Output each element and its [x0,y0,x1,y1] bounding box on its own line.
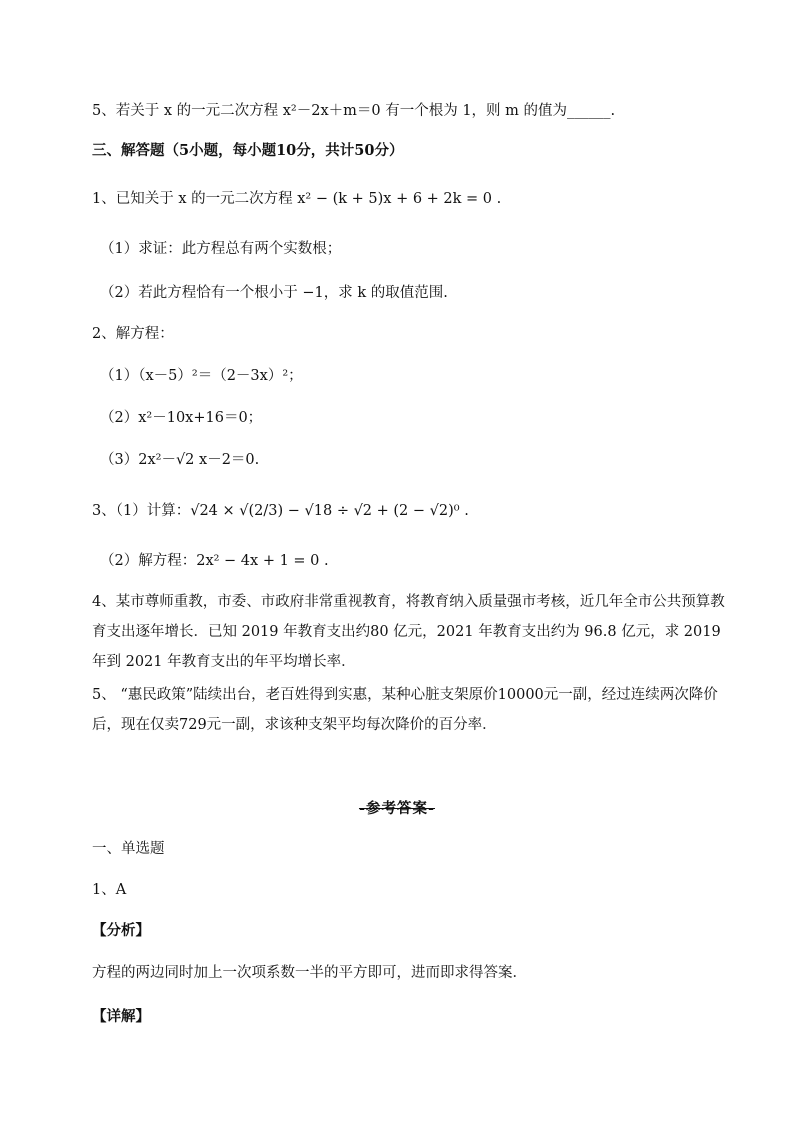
problem-1-stem: 1、已知关于 x 的一元二次方程 x² − (k + 5)x + 6 + 2k = 0 . [92,191,502,207]
answers-section-1-title: 一、单选题 [92,841,165,857]
problem-2-part-3: （3）2x²－√2 x－2＝0. [100,452,260,468]
analysis-text: 方程的两边同时加上一次项系数一半的平方即可，进而即求得答案． [92,965,527,981]
analysis-label: 【分析】 [92,922,150,939]
answer-item-1: 1、A [92,882,127,898]
detail-label: 【详解】 [92,1008,150,1025]
problem-1-part-2: （2）若此方程恰有一个根小于 −1，求 k 的取值范围. [100,285,448,301]
problem-1-part-1: （1）求证：此方程总有两个实数根； [100,241,342,257]
section-3-title: 三、解答题（5小题，每小题10分，共计50分） [92,142,404,159]
question-5-fill-blank: 5、若关于 x 的一元二次方程 x²－2x＋m＝0 有一个根为 1，则 m 的值为______. [92,103,616,119]
problem-2-part-1: （1）（x－5）²＝（2－3x）²； [100,368,303,384]
problem-2-part-2: （2）x²－10x+16＝0； [100,410,263,426]
problem-5-text: 5、 “惠民政策”陆续出台，老百姓得到实惠，某种心脏支架原价10000元一副，经过连续两次降价后，现在仅卖729元一副，求该种支架平均每次降价的百分率． [92,687,718,733]
problem-4-text: 4、某市尊师重教，市委、市政府非常重视教育，将教育纳入质量强市考核，近几年全市公共预算教育支出逐年增长．已知 2019 年教育支出约80 亿元，2021 年教育支出约为 96.8 亿元，求 2019 年到 2021 年教育支出的年平均增长率． [92,594,725,670]
problem-3-part-2: （2）解方程：2x² − 4x + 1 = 0 . [100,553,329,569]
problem-2-stem: 2、解方程： [92,326,174,342]
answers-title: -参考答案- [358,800,436,817]
problem-3-part-1: 3、（1）计算：√24 × √(2/3) − √18 ÷ √2 + (2 − √2)⁰ . [92,503,469,519]
